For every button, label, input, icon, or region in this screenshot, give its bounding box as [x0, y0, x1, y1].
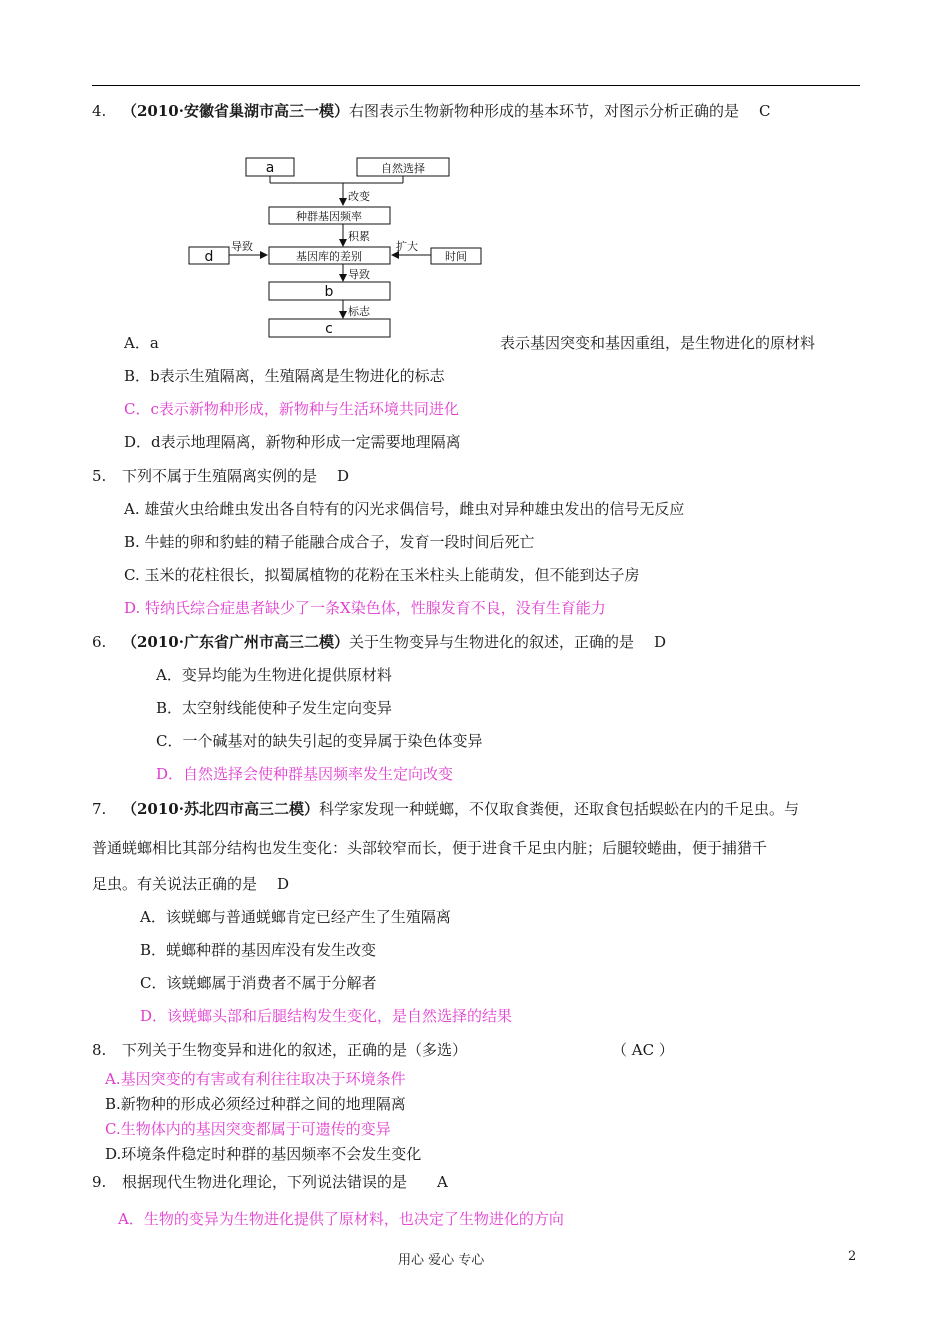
question-7	[92, 799, 799, 819]
q8-option-b: B.新物种的形成必须经过种群之间的地理隔离	[105, 1095, 406, 1113]
answer-key: A	[437, 1173, 448, 1191]
q6-option-b: B．太空射线能使种子发生定向变异	[156, 699, 393, 717]
question-4	[92, 101, 770, 121]
question-stem: 足虫。有关说法正确的是	[92, 875, 258, 893]
q7-option-c: C．该蜣螂属于消费者不属于分解者	[140, 974, 377, 992]
box-b-label: b	[324, 284, 334, 300]
q4-option-c: C．c表示新物种形成，新物种与生活环境共同进化	[124, 400, 459, 418]
box-a-label: a	[265, 160, 275, 176]
q8-option-a: A.基因突变的有害或有利往往取决于环境条件	[105, 1070, 406, 1088]
pool-difference-label: 基因库的差别	[296, 250, 362, 263]
question-6	[92, 632, 666, 652]
q5-option-a: A. 雄萤火虫给雌虫发出各自特有的闪光求偶信号，雌虫对异种雄虫发出的信号无反应	[124, 500, 685, 518]
change-label: 改变	[348, 190, 370, 203]
expand-label: 扩大	[396, 240, 418, 253]
q8-option-d: D.环境条件稳定时种群的基因频率不会发生变化	[105, 1145, 422, 1163]
q6-option-d: D．自然选择会使种群基因频率发生定向改变	[156, 765, 454, 783]
question-source: （2010·苏北四市高三二模）	[122, 800, 319, 818]
question-number: 6.	[92, 633, 107, 651]
natural-selection-label: 自然选择	[381, 162, 425, 175]
question-number: 9.	[92, 1173, 107, 1191]
time-label: 时间	[445, 250, 467, 263]
header-rule	[92, 85, 860, 86]
lead-label-2: 导致	[348, 268, 370, 281]
question-5	[92, 466, 349, 486]
question-stem: 下列关于生物变异和进化的叙述，正确的是（多选）	[122, 1041, 468, 1059]
box-c-label: c	[325, 321, 333, 337]
question-stem: 根据现代生物进化理论，下列说法错误的是	[122, 1173, 408, 1191]
q4-option-a-text: 表示基因突变和基因重组，是生物进化的原材料	[500, 334, 816, 352]
q4-option-a	[124, 333, 159, 353]
q5-option-d: D. 特纳氏综合症患者缺少了一条X染色体，性腺发育不良，没有生育能力	[124, 599, 606, 617]
question-9	[92, 1172, 448, 1192]
answer-key: D	[277, 875, 290, 893]
mark-label: 标志	[348, 305, 370, 318]
answer-key: D	[337, 467, 350, 485]
q6-option-c: C．一个碱基对的缺失引起的变异属于染色体变异	[156, 732, 483, 750]
question-source: （2010·安徽省巢湖市高三一模）	[122, 102, 349, 120]
q5-option-c: C. 玉米的花柱很长，拟蜀属植物的花粉在玉米柱头上能萌发，但不能到达子房	[124, 566, 640, 584]
footer-motto: 用心 爱心 专心	[398, 1253, 485, 1268]
answer-key: C	[759, 102, 771, 120]
q8-option-c: C.生物体内的基因突变都属于可遗传的变异	[105, 1120, 391, 1138]
q5-option-b: B. 牛蛙的卵和豹蛙的精子能融合成合子，发育一段时间后死亡	[124, 533, 535, 551]
q6-option-a: A．变异均能为生物进化提供原材料	[156, 666, 392, 684]
q7-option-a: A．该蜣螂与普通蜣螂肯定已经产生了生殖隔离	[140, 908, 451, 926]
page-number: 2	[848, 1249, 857, 1264]
q7-option-b: B．蜣螂种群的基因库没有发生改变	[140, 941, 377, 959]
lead-label-1: 导致	[231, 240, 253, 253]
question-number: 7.	[92, 800, 107, 818]
question-number: 8.	[92, 1041, 107, 1059]
question-stem: 科学家发现一种蜣螂，不仅取食粪便，还取食包括蜈蚣在内的千足虫。与	[318, 800, 799, 818]
q7-line-3	[92, 874, 289, 894]
option-label: A．a	[124, 334, 159, 352]
answer-key: D	[654, 633, 667, 651]
speciation-diagram	[185, 152, 485, 344]
question-stem: 关于生物变异与生物进化的叙述，正确的是	[348, 633, 634, 651]
box-d-label: d	[204, 249, 214, 265]
question-number: 5.	[92, 467, 107, 485]
q7-option-d: D．该蜣螂头部和后腿结构发生变化，是自然选择的结果	[140, 1007, 513, 1025]
answer-key: （ AC ）	[612, 1041, 674, 1059]
q7-line-2: 普通蜣螂相比其部分结构也发生变化：头部较窄而长，便于进食千足虫内脏；后腿较蜷曲，便于捕猎千	[92, 839, 768, 857]
q4-option-b: B．b表示生殖隔离，生殖隔离是生物进化的标志	[124, 367, 445, 385]
question-8	[92, 1040, 467, 1060]
q9-option-a: A．生物的变异为生物进化提供了原材料，也决定了生物进化的方向	[118, 1210, 564, 1228]
question-source: （2010·广东省广州市高三二模）	[122, 633, 349, 651]
question-stem: 右图表示生物新物种形成的基本环节，对图示分析正确的是	[348, 102, 739, 120]
gene-frequency-label: 种群基因频率	[296, 210, 362, 223]
q4-option-d: D．d表示地理隔离，新物种形成一定需要地理隔离	[124, 433, 461, 451]
question-stem: 下列不属于生殖隔离实例的是	[122, 467, 318, 485]
accumulate-label: 积累	[348, 230, 370, 243]
question-number: 4.	[92, 102, 107, 120]
